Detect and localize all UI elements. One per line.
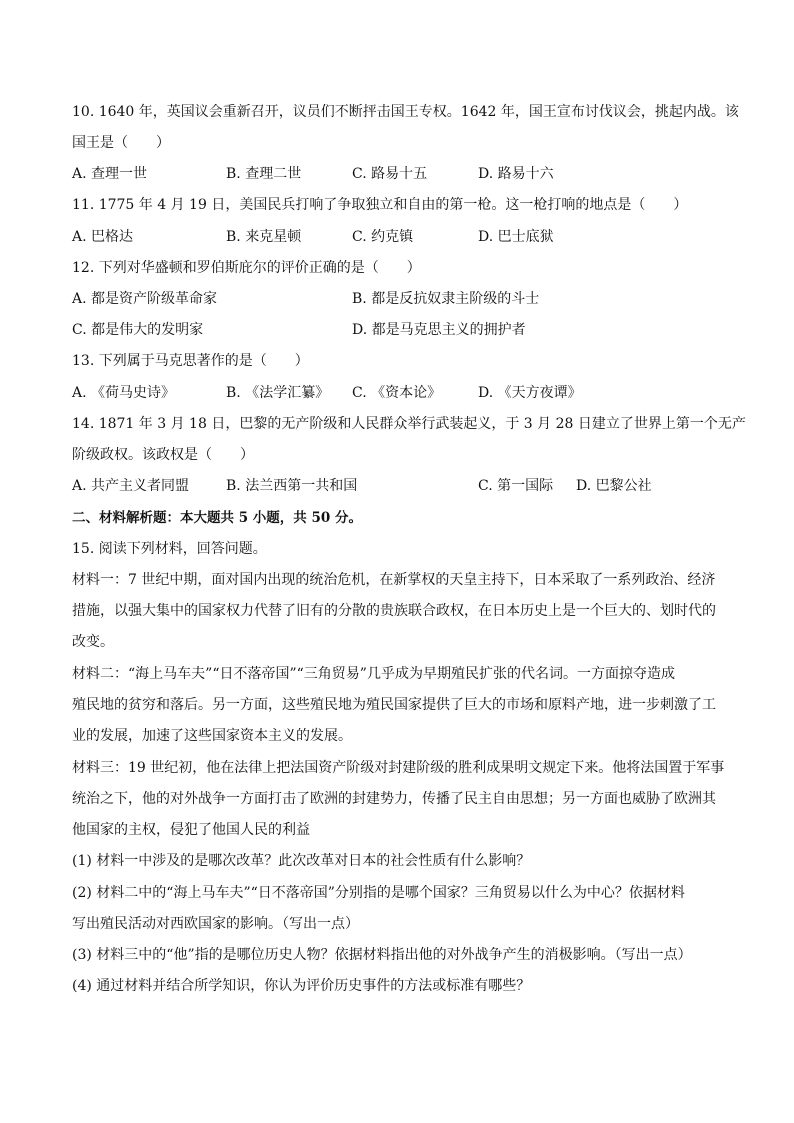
material-3-line: 统治之下，他的对外战争一方面打击了欧洲的封建势力，传播了民主自由思想；另一方面也威胁了欧洲其: [72, 791, 716, 807]
sub-question-4: (4) 通过材料并结合所学知识，你认为评价历史事件的方法或标准有哪些？: [72, 978, 531, 994]
q11-option-d: D. 巴士底狱: [478, 229, 554, 245]
q14-option-c: C. 第一国际: [478, 478, 554, 494]
q10-option-a: A. 查理一世: [72, 166, 148, 182]
q12-option-d: D. 都是马克思主义的拥护者: [352, 322, 526, 338]
material-2-line: 材料二：“海上马车夫”“日不落帝国”“三角贸易”几乎成为早期殖民扩张的代名词。一方面掠夺造成: [72, 666, 675, 682]
question-14-text-cont: 阶级政权。该政权是（ ）: [72, 447, 254, 463]
material-3-line: 材料三：19 世纪初，他在法律上把法国资产阶级对封建阶级的胜利成果明文规定下来。他将法国置于军事: [72, 760, 725, 776]
question-14-text: 14. 1871 年 3 月 18 日，巴黎的无产阶级和人民群众举行武装起义，于 3 月 28 日建立了世界上第一个无产: [72, 416, 746, 432]
q13-option-d: D. 《天方夜谭》: [478, 385, 582, 401]
q11-option-a: A. 巴格达: [72, 229, 134, 245]
q13-option-c: C. 《资本论》: [352, 385, 442, 401]
q10-option-b: B. 查理二世: [226, 166, 302, 182]
question-12-text: 12. 下列对华盛顿和罗伯斯庇尔的评价正确的是（ ）: [72, 260, 421, 276]
q12-option-a: A. 都是资产阶级革命家: [72, 291, 218, 307]
question-10-text: 10. 1640 年，英国议会重新召开，议员们不断抨击国王专权。1642 年，国王宣布讨伐议会，挑起内战。该: [72, 104, 739, 120]
material-1-line: 材料一：7 世纪中期，面对国内出现的统治危机，在新掌权的天皇主持下，日本采取了一系列政治、经济: [72, 572, 716, 588]
question-15-intro: 15. 阅读下列材料，回答问题。: [72, 541, 267, 557]
sub-question-2-cont: 写出殖民活动对西欧国家的影响。（写出一点）: [72, 916, 359, 932]
q10-option-c: C. 路易十五: [352, 166, 428, 182]
q10-option-d: D. 路易十六: [478, 166, 554, 182]
section-heading: 二、材料解析题：本大题共 5 小题，共 50 分。: [72, 510, 362, 526]
q14-option-b: B. 法兰西第一共和国: [226, 478, 358, 494]
material-2-line: 业的发展，加速了这些国家资本主义的发展。: [72, 728, 352, 744]
material-2-line: 殖民地的贫穷和落后。另一方面，这些殖民地为殖民国家提供了巨大的市场和原料产地，进一步刺激了工: [72, 697, 716, 713]
q11-option-b: B. 来克星顿: [226, 229, 302, 245]
sub-question-1: (1) 材料一中涉及的是哪次改革？此次改革对日本的社会性质有什么影响？: [72, 853, 531, 869]
q11-option-c: C. 约克镇: [352, 229, 414, 245]
material-1-line: 措施，以强大集中的国家权力代替了旧有的分散的贵族联合政权，在日本历史上是一个巨大的、划时代的: [72, 603, 716, 619]
q14-option-d: D. 巴黎公社: [576, 478, 652, 494]
question-10-text-cont: 国王是（ ）: [72, 135, 170, 151]
q12-option-c: C. 都是伟大的发明家: [72, 322, 204, 338]
q14-option-a: A. 共产主义者同盟: [72, 478, 190, 494]
sub-question-2: (2) 材料二中的“海上马车夫”“日不落帝国”分别指的是哪个国家？三角贸易以什么为中心？依据材料: [72, 885, 685, 901]
question-11-text: 11. 1775 年 4 月 19 日，美国民兵打响了争取独立和自由的第一枪。这一枪打响的地点是（ ）: [72, 197, 688, 213]
material-3-line: 他国家的主权，侵犯了他国人民的利益: [72, 822, 310, 838]
q13-option-b: B. 《法学汇纂》: [226, 385, 330, 401]
question-13-text: 13. 下列属于马克思著作的是（ ）: [72, 353, 309, 369]
q13-option-a: A. 《荷马史诗》: [72, 385, 176, 401]
q12-option-b: B. 都是反抗奴隶主阶级的斗士: [352, 291, 540, 307]
material-1-line: 改变。: [72, 634, 114, 650]
sub-question-3: (3) 材料三中的“他”指的是哪位历史人物？依据材料指出他的对外战争产生的消极影响。（写出一点）: [72, 947, 692, 963]
